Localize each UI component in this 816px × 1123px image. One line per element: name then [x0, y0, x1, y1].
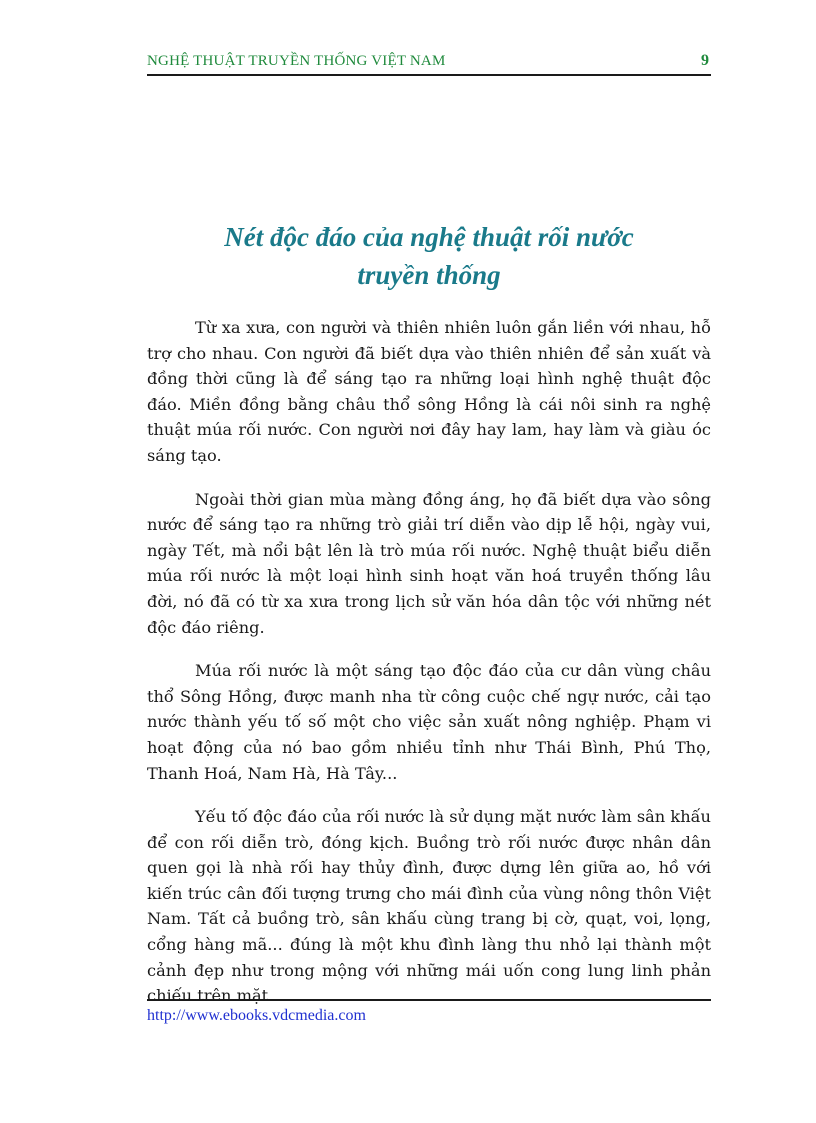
- running-header-title: NGHỆ THUẬT TRUYỀN THỐNG VIỆT NAM: [147, 53, 446, 69]
- page-header: [147, 52, 711, 76]
- paragraph-1: Từ xa xưa, con người và thiên nhiên luôn gắn liền với nhau, hỗ trợ cho nhau. Con người đã biết dựa vào thiên nhiên để sản xuất và đồng thời cũng là để sáng tạo ra những loại hình nghệ thuật độc đáo. Miền đồng bằng châu thổ sông Hồng là cái nôi sinh ra nghệ thuật múa rối nước. Con người nơi đây hay lam, hay làm và giàu óc sáng tạo.: [147, 318, 711, 465]
- page-number: 9: [701, 52, 709, 69]
- article-title: [147, 218, 711, 294]
- article-body: [147, 315, 711, 1009]
- paragraph-2: Ngoài thời gian mùa màng đồng áng, họ đã biết dựa vào sông nước để sáng tạo ra những trò giải trí diễn vào dịp lễ hội, ngày vui, ngày Tết, mà nổi bật lên là trò múa rối nước. Nghệ thuật biểu diễn múa rối nước là một loại hình sinh hoạt văn hoá truyền thống lâu đời, nó đã có từ xa xưa trong lịch sử văn hóa dân tộc với những nét độc đáo riêng.: [147, 489, 711, 637]
- footer-divider: [147, 999, 711, 1001]
- footer-website-link[interactable]: http://www.ebooks.vdcmedia.com: [147, 1007, 366, 1024]
- paragraph-3: Múa rối nước là một sáng tạo độc đáo của cư dân vùng châu thổ Sông Hồng, được manh nha từ công cuộc chế ngự nước, cải tạo nước thành yếu tố số một cho việc sản xuất nông nghiệp. Phạm vi hoạt động của nó bao gồm nhiều tỉnh như Thái Bình, Phú Thọ, Thanh Hoá, Nam Hà, Hà Tây...: [147, 661, 711, 783]
- article-title-line-2: truyền thống: [357, 260, 501, 290]
- article-title-line-1: Nét độc đáo của nghệ thuật rối nước: [224, 222, 634, 252]
- paragraph-4: Yếu tố độc đáo của rối nước là sử dụng mặt nước làm sân khấu để con rối diễn trò, đóng kịch. Buồng trò rối nước được nhân dân quen gọi là nhà rối hay thủy đình, được dựng lên giữa ao, hồ với kiến trúc cân đối tượng trưng cho mái đình của vùng nông thôn Việt Nam. Tất cả buồng trò, sân khấu cùng trang bị cờ, quạt, voi, lọng, cổng hàng mã... đúng là một khu đình làng thu nhỏ lại thành một cảnh đẹp như trong mộng với những mái uốn cong lung linh phản chiếu trên mặt: [147, 807, 711, 1006]
